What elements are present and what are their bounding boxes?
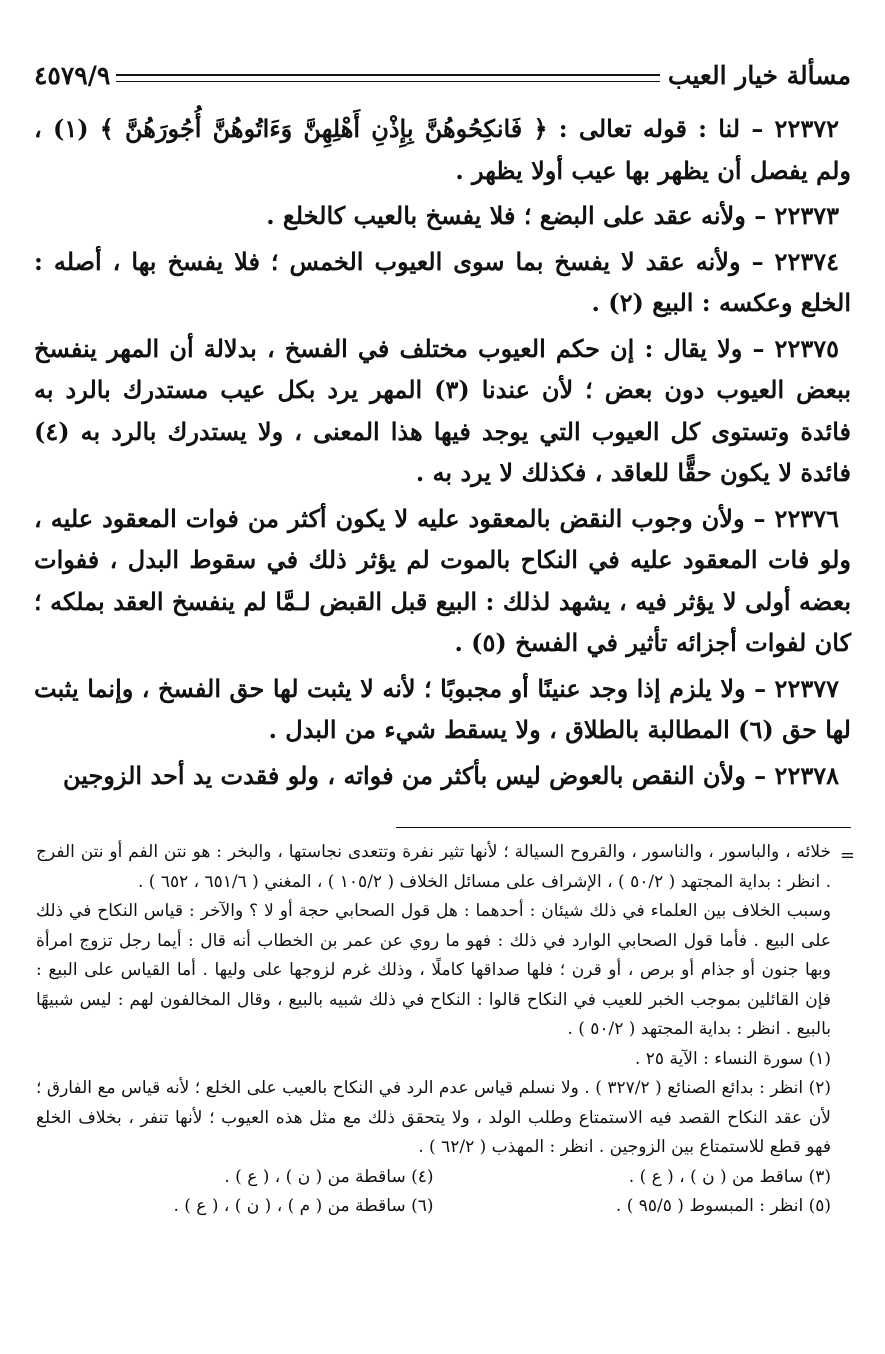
footnote-continuation: وسبب الخلاف بين العلماء في ذلك شيئان : أحدهما : هل قول الصحابي حجة أو لا ؟ والآخر : قياس النكاح في ذلك على البيع . فأما قول الصحابي الوارد في ذلك : فهو ما روي عن عمر بن الخطاب أنه قال : أيما رجل تزوج امرأة وبها جنون أو جذام أو برص ، أو قرن ؛ فلها صداقها كاملًا ، وذلك غرم لزوجها على وليها . أما القياس على البيع : فإن القائلين بموجب الخبر للعيب في النكاح قالوا : النكاح في ذلك شبيه بالبيع ، وقال المخالفون لهم : ليس شبيهًا بالبيع . انظر : بداية المجتهد ( ٥٠/٢ ) . <box>36 901 831 1039</box>
paragraph-number: ٢٢٣٧٦ <box>774 503 839 533</box>
paragraph-text: – ولا يلزم إذا وجد عنينًا أو مجبوبًا ؛ لأنه لا يثبت لها حق الفسخ ، وإنما يثبت لها حق (٦) المطالبة بالطلاق ، ولا يسقط شيء من البدل . <box>34 673 851 744</box>
footnote: (٦) ساقطة من ( م ) ، ( ن ) ، ( ع ) . <box>173 1196 434 1216</box>
running-header <box>34 56 851 90</box>
paragraph-number: ٢٢٣٧٨ <box>774 760 839 790</box>
footnote-row <box>36 1192 831 1222</box>
footnotes <box>36 838 831 1222</box>
footnote: (٢) انظر : بدائع الصنائع ( ٣٢٧/٢ ) . ولا نسلم قياس عدم الرد في النكاح بالعيب على الخلع ؛ لأنه قياس مع الفارق ؛ لأن عقد النكاح القصد فيه الاستمتاع وطلب الولد ، ولا يتحقق ذلك مع مثل هذه العيوب ؛ لأنها تنفر ، بخلاف الخلع فهو قطع للاستمتاع بين الزوجين . انظر : المهذب ( ٦٢/٢ ) . <box>36 1078 831 1157</box>
footnote: (٥) انظر : المبسوط ( ٩٥/٥ ) . <box>615 1196 831 1216</box>
footnote-divider <box>396 827 851 828</box>
paragraph-number: ٢٢٣٧٥ <box>774 333 839 363</box>
chapter-title: مسألة خيار العيب <box>667 61 851 90</box>
paragraph <box>34 755 851 797</box>
header-rule <box>116 74 660 82</box>
paragraph-text: – ولأن النقص بالعوض ليس بأكثر من فواته ، ولو فقدت يد أحد الزوجين <box>62 760 775 790</box>
footnote: (١) سورة النساء : الآية ٢٥ . <box>634 1048 831 1069</box>
paragraph <box>34 195 851 237</box>
paragraph <box>34 241 851 324</box>
page-number: ٤٥٧٩/٩ <box>34 61 111 90</box>
paragraph <box>34 668 851 751</box>
footnote: (٤) ساقطة من ( ن ) ، ( ع ) . <box>224 1166 434 1187</box>
footnote-row <box>36 1163 831 1193</box>
main-text <box>34 108 851 800</box>
footnote: (٣) ساقط من ( ن ) ، ( ع ) . <box>628 1166 831 1187</box>
paragraph-number: ٢٢٣٧٢ <box>774 114 839 143</box>
paragraph-text: – ولأنه عقد على البضع ؛ فلا يفسخ بالعيب كالخلع . <box>266 201 775 230</box>
paragraph-number: ٢٢٣٧٧ <box>774 673 839 703</box>
paragraph-text: – ولأن وجوب النقض بالمعقود عليه لا يكون أكثر من فوات المعقود عليه ، ولو فات المعقود عليه في النكاح بالموت لم يؤثر ذلك في سقوط البدل ، ففوات بعضه أولى لا يؤثر فيه ، يشهد لذلك : البيع قبل القبض لـمَّا لم ينفسخ العقد بملكه ؛ كان لفوات أجزائه تأثير في الفسخ (٥) . <box>34 503 851 657</box>
paragraph-text: – ولا يقال : إن حكم العيوب مختلف في الفسخ ، بدلالة أن المهر ينفسخ ببعض العيوب دون بعض ؛ لأن عندنا (٣) المهر يرد بكل عيب مستدرك بالرد به فائدة وتستوى كل العيوب التي يوجد فيها هذا المعنى ، ولا يستدرك بالرد به (٤) فائدة لا يكون حقًّا للعاقد ، فكذلك لا يرد به . <box>34 333 851 487</box>
paragraph <box>34 328 851 494</box>
paragraph <box>34 108 851 191</box>
paragraph-number: ٢٢٣٧٤ <box>774 246 839 276</box>
paragraph <box>34 498 851 664</box>
continuation-mark: = <box>839 845 855 866</box>
footnote-continuation: خلائه ، والباسور ، والناسور ، والقروح السيالة ؛ لأنها تثير نفرة وتتعدى نجاستها ، والبخر : هو نتن الفم أو نتن الفرج . انظر : بداية المجتهد ( ٥٠/٢ ) ، الإشراف على مسائل الخلاف ( ١٠٥/٢ ) ، المغني ( ٦٥١/٦ ، ٦٥٢ ) . <box>36 842 831 892</box>
paragraph-text: – لنا : قوله تعالى : ﴿ فَانكِحُوهُنَّ بِإِذْنِ أَهْلِهِنَّ وَءَاتُوهُنَّ أُجُورَهُنَّ ﴾ (١) ، ولم يفصل أن يظهر بها عيب أولا يظهر . <box>34 114 851 185</box>
paragraph-text: – ولأنه عقد لا يفسخ بما سوى العيوب الخمس ؛ فلا يفسخ بها ، أصله : الخلع وعكسه : البيع (٢) . <box>34 246 851 317</box>
paragraph-number: ٢٢٣٧٣ <box>774 201 839 230</box>
